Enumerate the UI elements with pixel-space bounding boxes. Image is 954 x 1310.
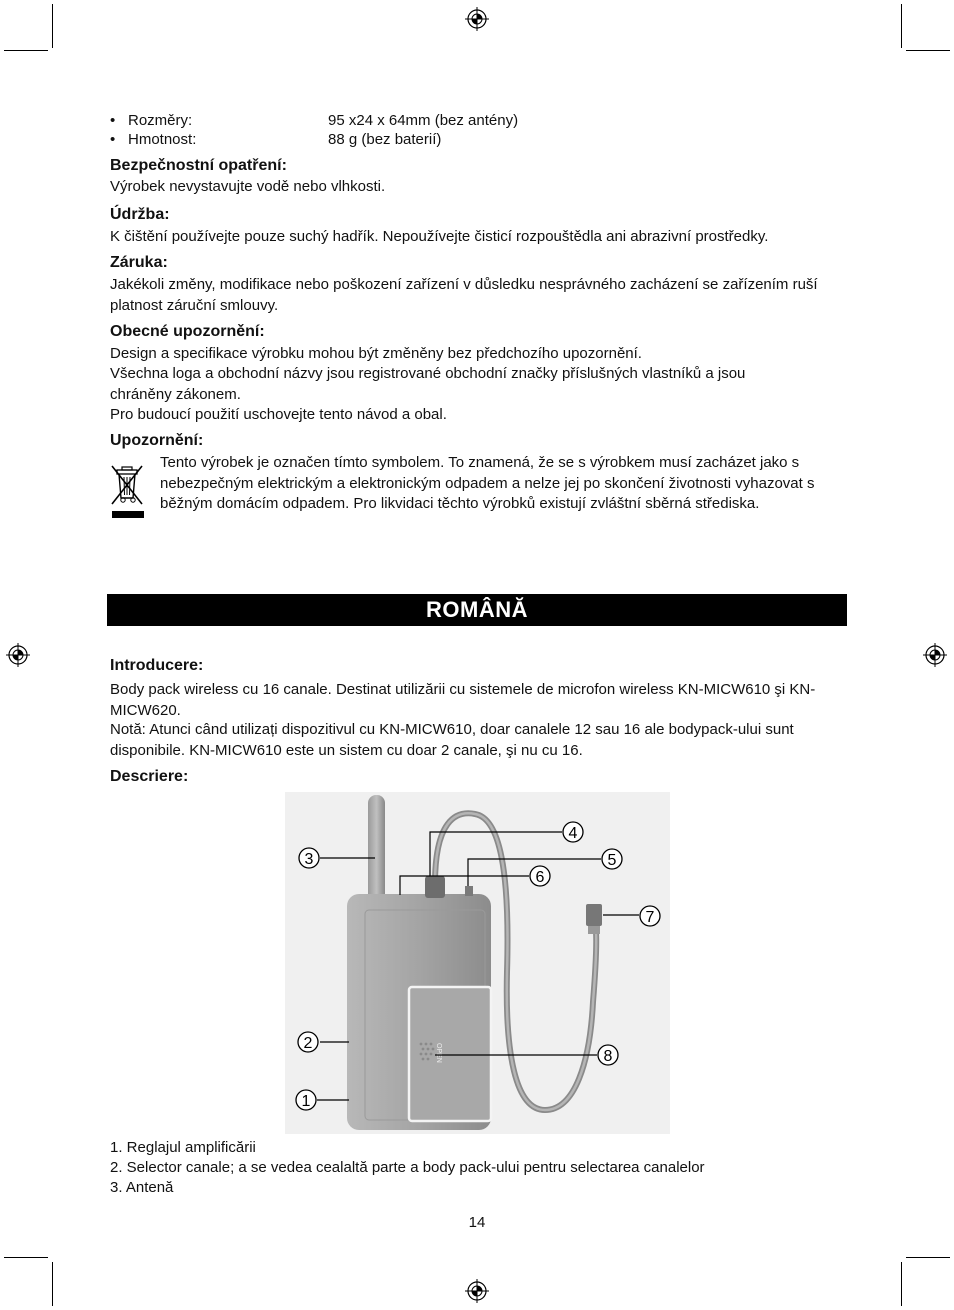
parts-list — [110, 1138, 705, 1198]
warranty-heading: Záruka: — [110, 254, 168, 271]
list-item: 1. Reglajul amplificării — [110, 1139, 256, 1156]
registration-mark-icon — [465, 7, 489, 31]
crop-mark — [4, 50, 48, 51]
callout-2 — [298, 1032, 318, 1052]
cable-plug — [586, 904, 602, 926]
crop-mark — [901, 4, 902, 48]
svg-text:4: 4 — [568, 825, 578, 842]
bullet: • — [110, 131, 116, 148]
svg-text:7: 7 — [645, 909, 655, 926]
intro-text-1: Body pack wireless cu 16 canale. Destinat utilizării cu sistemele de microfon wireless KN-MICW610 şi KN-MICW620. — [110, 681, 816, 719]
registration-mark-icon — [465, 1279, 489, 1303]
page-number: 14 — [468, 1214, 486, 1231]
svg-text:2: 2 — [303, 1035, 313, 1052]
safety-heading: Bezpečnostní opatření: — [110, 157, 287, 174]
bodypack-diagram — [285, 792, 670, 1134]
spec-label: Hmotnost: — [128, 131, 197, 148]
list-item: 2. Selector canale; a se vedea cealaltă parte a body pack-ului pentru selectarea canalelor — [110, 1159, 705, 1176]
warning-heading: Upozornění: — [110, 432, 204, 449]
general-text-1: Design a specifikace výrobku mohou být změněny bez předchozího upozornění. — [110, 345, 642, 362]
svg-text:6: 6 — [535, 869, 545, 886]
spec-value: 95 x24 x 64mm (bez antény) — [328, 112, 519, 129]
spec-label: Rozměry: — [128, 112, 193, 129]
registration-mark-icon — [923, 643, 947, 667]
section-title: ROMÂNĂ — [107, 594, 847, 626]
intro-text-2: Notă: Atunci când utilizați dispozitivul cu KN-MICW610, doar canalele 12 sau 16 ale bodypack-ului sunt disponibile. KN-MICW610 este un sistem cu doar 2 canale, şi nu cu 16. — [110, 721, 794, 759]
crop-mark — [52, 1262, 53, 1306]
bullet: • — [110, 112, 116, 129]
callout-6 — [530, 866, 550, 886]
general-text-2: Všechna loga a obchodní názvy jsou registrované obchodní značky příslušných vlastníků a jsou chráněny zákonem. — [110, 365, 746, 403]
maintenance-heading: Údržba: — [110, 206, 170, 223]
svg-text:8: 8 — [603, 1048, 613, 1065]
antenna — [368, 795, 385, 905]
callout-3 — [299, 848, 319, 868]
crop-mark — [4, 1257, 48, 1258]
spec-value: 88 g (bez baterií) — [328, 131, 442, 148]
callout-5 — [602, 849, 622, 869]
description-heading: Descriere: — [110, 768, 189, 785]
callout-8 — [598, 1045, 618, 1065]
callout-1 — [296, 1090, 316, 1110]
registration-mark-icon — [6, 643, 30, 667]
general-heading: Obecné upozornění: — [110, 323, 265, 340]
general-text-3: Pro budoucí použití uschovejte tento návod a obal. — [110, 406, 447, 423]
crop-mark — [906, 50, 950, 51]
crop-mark — [52, 4, 53, 48]
svg-text:3: 3 — [304, 851, 314, 868]
callout-7 — [640, 906, 660, 926]
crop-mark — [906, 1257, 950, 1258]
open-label: OPEN — [435, 1043, 442, 1063]
mic-jack — [425, 876, 445, 898]
svg-text:1: 1 — [301, 1093, 311, 1110]
intro-heading: Introducere: — [110, 657, 204, 674]
maintenance-text: K čištění používejte pouze suchý hadřík. Nepoužívejte čisticí rozpouštědla ani abrazivní prostředky. — [110, 228, 769, 245]
crop-mark — [901, 1262, 902, 1306]
callout-4 — [563, 822, 583, 842]
safety-text: Výrobek nevystavujte vodě nebo vlhkosti. — [110, 178, 386, 195]
svg-text:5: 5 — [607, 852, 617, 869]
warranty-text: Jakékoli změny, modifikace nebo poškození zařízení v důsledku nesprávného zacházení se zařízením ruší platnost záruční smlouvy. — [110, 276, 818, 314]
warning-text: Tento výrobek je označen tímto symbolem. To znamená, že se s výrobkem musí zacházet jako s nebezpečným elektrickým a elektronickým odpadem a nelze jej po skončení životnosti vyhazovat s běžným domácím odpadem. Pro likvidaci těchto výrobků existují zvláštní sběrná střediska. — [160, 454, 815, 512]
list-item: 3. Antenă — [110, 1179, 174, 1196]
weee-crossed-bin-icon — [109, 462, 147, 520]
